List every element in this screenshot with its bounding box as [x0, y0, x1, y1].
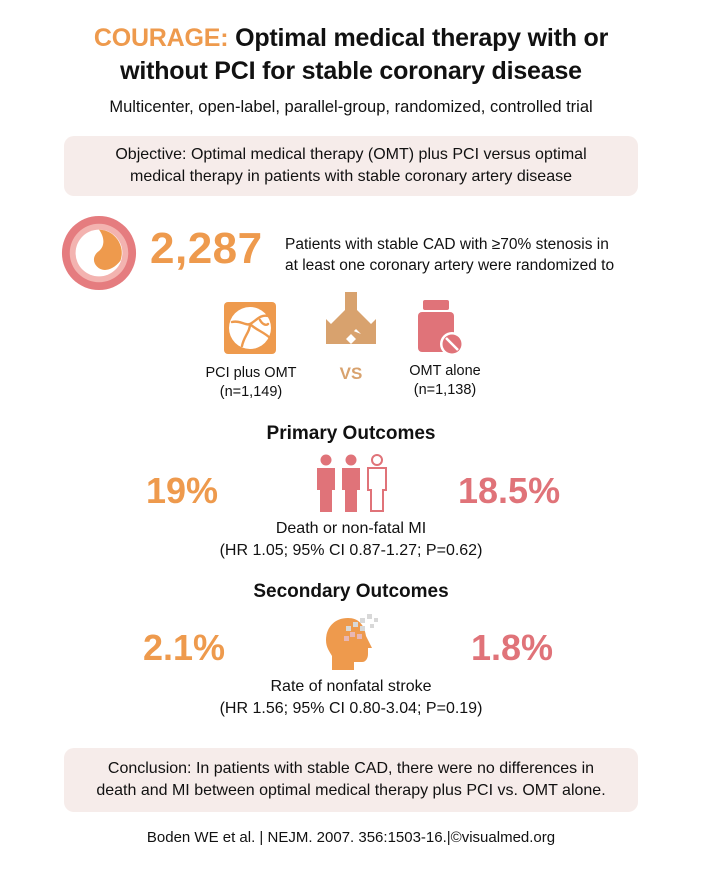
- omt-arm-label: [390, 362, 500, 400]
- title-line-1: [0, 22, 702, 55]
- trial-acronym: COURAGE:: [93, 24, 229, 52]
- primary-outcome-description: [0, 518, 702, 562]
- patient-count: 2,287: [150, 224, 263, 273]
- secondary-outcome-stats: (HR 1.56; 95% CI 0.80-3.04; P=0.19): [219, 700, 483, 717]
- title-line-2: without PCI for stable coronary disease: [120, 57, 582, 85]
- population-description: [285, 234, 675, 276]
- brain-stroke-icon: [324, 612, 380, 672]
- pci-arm-label: [196, 364, 306, 402]
- objective-line-1: Objective: Optimal medical therapy (OMT) plus PCI versus optimal: [115, 146, 587, 163]
- people-outcome-icon: [315, 454, 391, 512]
- objective-box: [64, 136, 638, 196]
- citation: Boden WE et al. | NEJM. 2007. 356:1503-16.|©visualmed.org: [146, 829, 556, 846]
- secondary-outcome-name: Rate of nonfatal stroke: [270, 678, 432, 695]
- objective-line-2: medical therapy in patients with stable coronary artery disease: [129, 168, 572, 185]
- conclusion-line-2: death and MI between optimal medical therapy plus PCI vs. OMT alone.: [96, 782, 606, 799]
- population-line-1: Patients with stable CAD with ≥70% stenosis in: [285, 236, 609, 253]
- primary-outcome-stats: (HR 1.05; 95% CI 0.87-1.27; P=0.62): [219, 542, 483, 559]
- title-line-1-text: Optimal medical therapy with or: [228, 24, 609, 52]
- trial-design-subtitle: Multicenter, open-label, parallel-group, randomized, controlled trial: [109, 98, 593, 116]
- population-line-2: at least one coronary artery were randomized to: [285, 257, 615, 274]
- coronary-vessel-icon: [224, 302, 276, 354]
- page-title: [0, 22, 702, 88]
- secondary-outcome-description: [0, 676, 702, 720]
- conclusion-box: [64, 748, 638, 812]
- primary-outcomes-heading: Primary Outcomes: [266, 423, 436, 444]
- secondary-pci-value: 2.1%: [143, 627, 226, 668]
- primary-pci-value: 19%: [146, 470, 219, 511]
- medication-bottle-pill-icon: [415, 300, 467, 358]
- omt-arm-n: (n=1,138): [413, 382, 477, 398]
- conclusion-line-1: Conclusion: In patients with stable CAD, there were no differences in: [107, 760, 595, 777]
- secondary-omt-value: 1.8%: [471, 627, 554, 668]
- versus-label: VS: [339, 364, 363, 383]
- artery-cross-section-icon: [60, 214, 138, 292]
- randomization-split-arrow-icon: [322, 290, 380, 348]
- pci-arm-name: PCI plus OMT: [205, 365, 297, 381]
- primary-outcome-name: Death or non-fatal MI: [275, 520, 427, 537]
- secondary-outcomes-heading: Secondary Outcomes: [253, 581, 449, 602]
- primary-omt-value: 18.5%: [458, 470, 561, 511]
- omt-arm-name: OMT alone: [409, 363, 481, 379]
- pci-arm-n: (n=1,149): [219, 384, 283, 400]
